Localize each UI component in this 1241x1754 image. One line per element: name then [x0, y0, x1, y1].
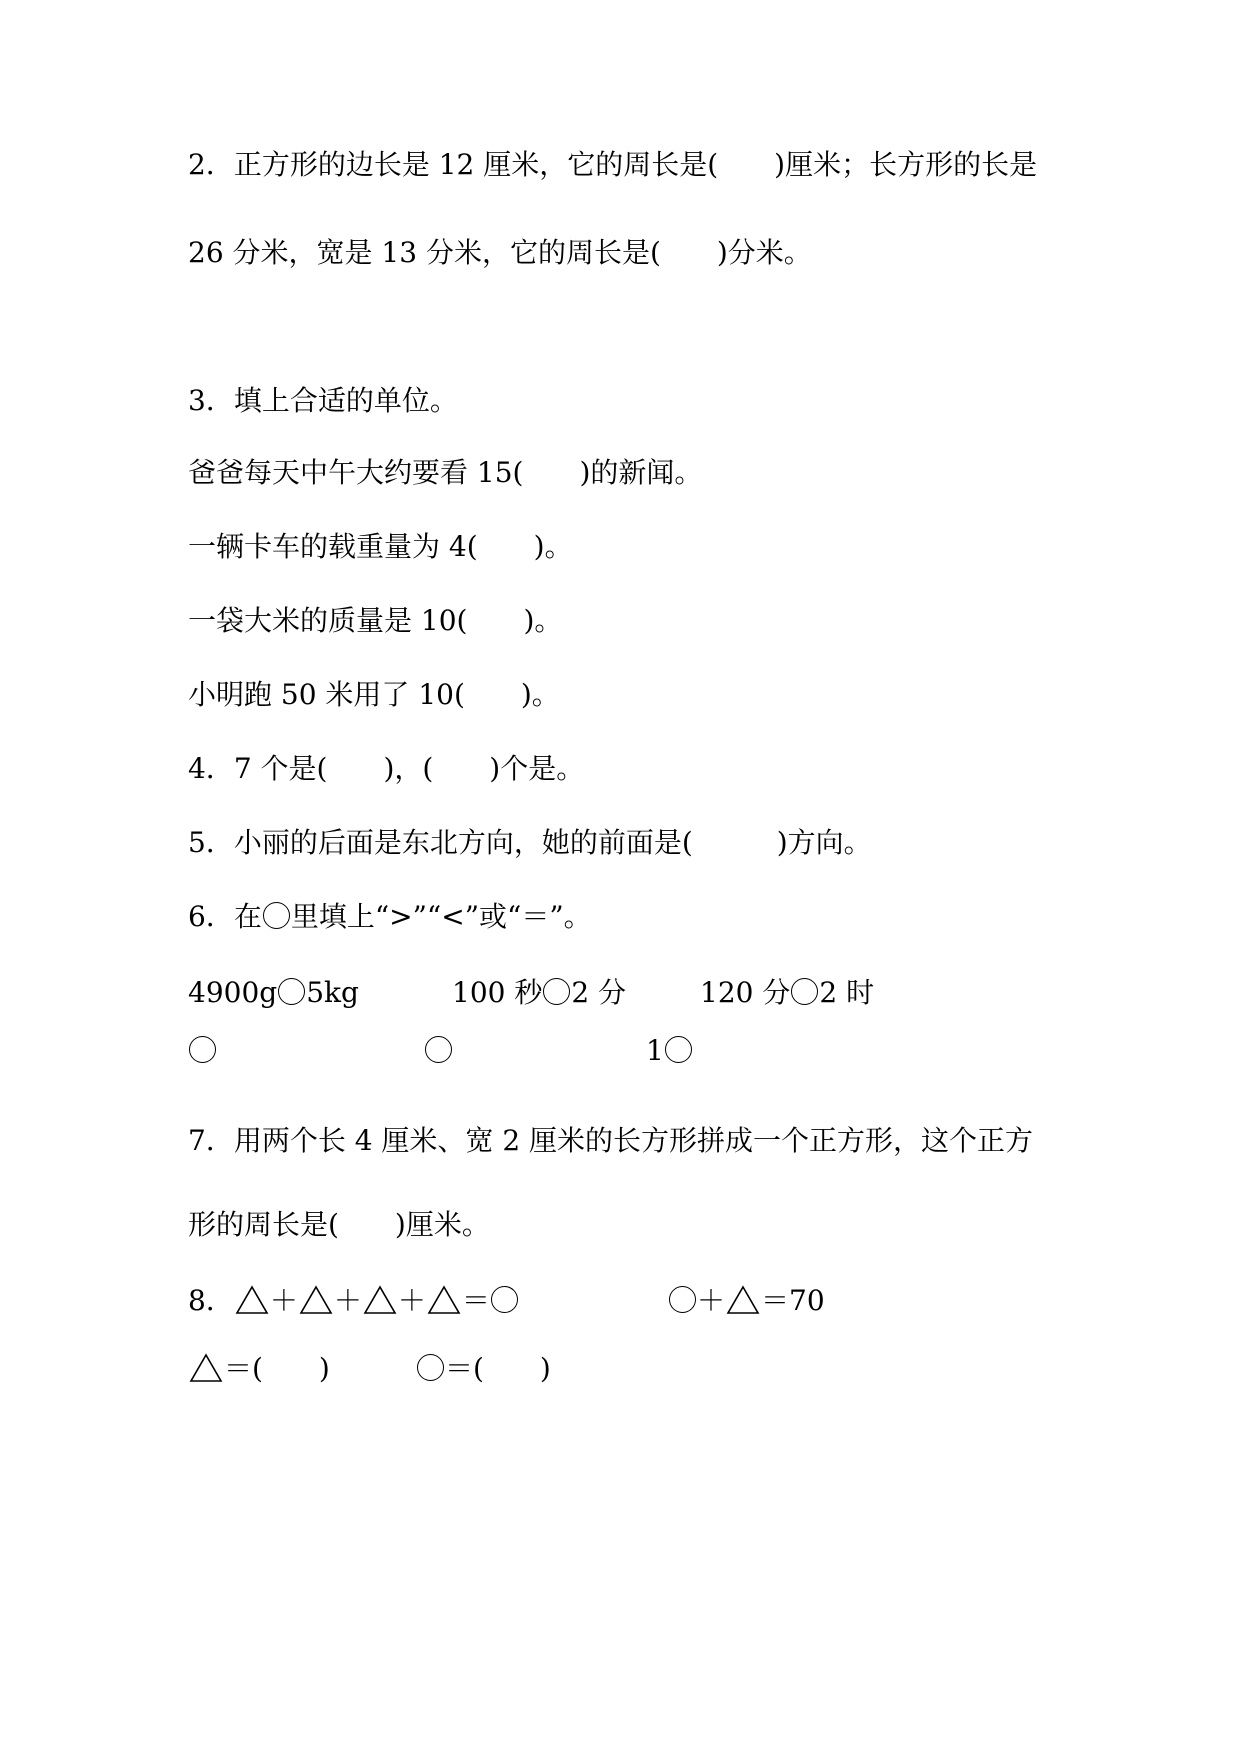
compare-circle-icon: [791, 978, 818, 1005]
triangle-icon: [427, 1285, 461, 1315]
q6-title: [188, 900, 592, 934]
triangle-icon: [363, 1285, 397, 1315]
q3-item-2: 一辆卡车的载重量为 4( )。: [188, 530, 573, 563]
q7-line-2: 形的周长是( )厘米。: [188, 1208, 490, 1241]
q6-c2-left: 100 秒: [452, 976, 543, 1009]
q6-compare-4: [188, 1034, 217, 1068]
q3-item-1: 爸爸每天中午大约要看 15( )的新闻。: [188, 456, 703, 489]
q3-item-4: 小明跑 50 米用了 10( )。: [188, 678, 560, 711]
q6-prefix: 6．在: [188, 900, 262, 933]
compare-circle-icon: [543, 978, 570, 1005]
equals-sign: ＝: [461, 1284, 490, 1317]
q8-number: 8．: [188, 1284, 234, 1317]
circle-icon: [417, 1354, 444, 1381]
plus-sign: ＋: [697, 1284, 726, 1317]
q2-line-2: 26 分米，宽是 13 分米，它的周长是( )分米。: [188, 236, 812, 269]
compare-circle-icon: [665, 1036, 692, 1063]
q8-equation-2: [668, 1284, 825, 1318]
circle-icon: [491, 1286, 518, 1313]
q5-text: 5．小丽的后面是东北方向，她的前面是( )方向。: [188, 826, 872, 859]
equals-70: ＝70: [761, 1284, 825, 1317]
q8-equation-1: [188, 1284, 519, 1318]
q6-compare-3: [700, 976, 874, 1010]
q2-line-1: 2．正方形的边长是 12 厘米，它的周长是( )厘米；长方形的长是: [188, 148, 1038, 181]
plus-sign: ＋: [269, 1284, 298, 1317]
triangle-icon: [189, 1353, 223, 1383]
q6-suffix: 里填上“>”“<”或“＝”。: [290, 900, 592, 933]
q6-compare-2: [452, 976, 626, 1010]
plus-sign: ＋: [397, 1284, 426, 1317]
compare-circle-icon: [189, 1036, 216, 1063]
q6-c1-right: 5kg: [306, 976, 359, 1009]
triangle-icon: [726, 1285, 760, 1315]
triangle-icon: [235, 1285, 269, 1315]
q8-answer-tri-blank: ＝( ): [224, 1352, 330, 1385]
q7-line-1: 7．用两个长 4 厘米、宽 2 厘米的长方形拼成一个正方形，这个正方: [188, 1124, 1034, 1157]
compare-circle-icon: [278, 978, 305, 1005]
q8-answer-triangle: [188, 1352, 330, 1386]
q6-c3-left: 120 分: [700, 976, 791, 1009]
circle-icon: [669, 1286, 696, 1313]
q8-answer-circle: [416, 1352, 551, 1386]
q6-compare-6: [646, 1034, 693, 1068]
q6-c3-right: 2 时: [819, 976, 875, 1009]
q6-c1-left: 4900g: [188, 976, 278, 1009]
q6-compare-1: [188, 976, 359, 1010]
q6-c2-right: 2 分: [571, 976, 627, 1009]
plus-sign: ＋: [333, 1284, 362, 1317]
q8-answer-circ-blank: ＝( ): [445, 1352, 551, 1385]
q3-item-3: 一袋大米的质量是 10( )。: [188, 604, 563, 637]
q4-text: 4．7 个是( )，( )个是。: [188, 752, 585, 785]
q3-title: 3．填上合适的单位。: [188, 384, 458, 417]
q6-r2-c3-left: 1: [646, 1034, 664, 1067]
circle-icon: [263, 902, 290, 929]
triangle-icon: [299, 1285, 333, 1315]
compare-circle-icon: [425, 1036, 452, 1063]
q6-compare-5: [424, 1034, 453, 1068]
